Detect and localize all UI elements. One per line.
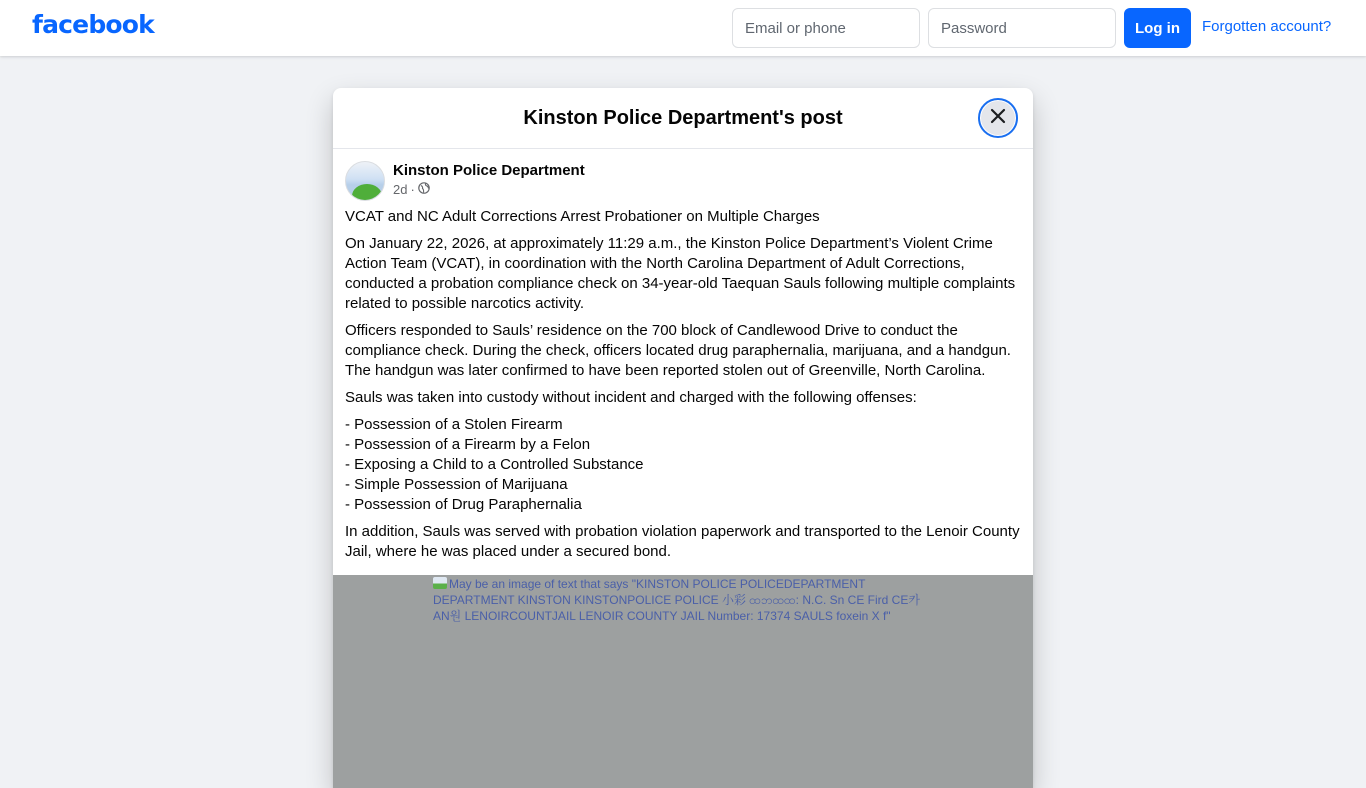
post-paragraph: Sauls was taken into custody without incident and charged with the following offenses: xyxy=(345,389,917,406)
list-item: - Exposing a Child to a Controlled Substance xyxy=(345,456,644,473)
broken-image-icon xyxy=(433,577,447,589)
password-field[interactable] xyxy=(928,8,1116,48)
forgotten-account-link[interactable]: Forgotten account? xyxy=(1202,18,1332,35)
top-navigation-bar xyxy=(0,0,1366,56)
login-button[interactable]: Log in xyxy=(1124,8,1191,48)
close-button[interactable] xyxy=(978,98,1018,138)
list-item: - Simple Possession of Marijuana xyxy=(345,476,568,493)
avatar-placeholder-image xyxy=(352,184,382,201)
facebook-logo[interactable]: facebook xyxy=(32,10,154,39)
list-item: - Possession of Drug Paraphernalia xyxy=(345,496,582,513)
dialog-title: Kinston Police Department's post xyxy=(523,106,843,129)
close-icon xyxy=(988,106,1008,131)
globe-icon xyxy=(418,182,430,197)
post-paragraph: In addition, Sauls was served with probation violation paperwork and transported to the Lenoir County Jail, where he was placed under a secured bond. xyxy=(345,523,1020,560)
post-time[interactable]: 2d xyxy=(393,182,408,197)
list-item: - Possession of a Stolen Firearm xyxy=(345,416,563,433)
post-meta xyxy=(393,182,430,197)
post-paragraph: Officers responded to Sauls’ residence on the 700 block of Candlewood Drive to conduct the compliance check. During the check, officers located drug paraphernalia, marijuana, and a handgun. The handgun was later confirmed to have been reported stolen out of Greenville, North Carolina. xyxy=(345,322,1011,379)
dialog-header xyxy=(333,88,1033,149)
image-alt-label: May be an image of text that says "KINSTON POLICE POLICEDEPARTMENT DEPARTMENT KINSTON KINSTONPOLICE POLICE 小彩 ထဘထထ: N.C. Sn CE Fird CE카AN원 LENOIRCOUNTJAIL LENOIR COUNTY JAIL Number: 17374 SAULS foxein X f" xyxy=(433,577,920,623)
post-image[interactable] xyxy=(333,575,1033,788)
meta-separator: · xyxy=(410,182,415,197)
charges-list xyxy=(345,415,1021,515)
email-field[interactable] xyxy=(732,8,920,48)
post-text xyxy=(345,207,1021,569)
avatar[interactable] xyxy=(345,161,385,201)
post-author[interactable]: Kinston Police Department xyxy=(393,162,585,179)
image-alt-text[interactable] xyxy=(433,576,933,624)
post-paragraph: On January 22, 2026, at approximately 11:29 a.m., the Kinston Police Department’s Violent Crime Action Team (VCAT), in coordination with the North Carolina Department of Adult Corrections, conducted a probation compliance check on 34-year-old Taequan Sauls following multiple complaints related to possible narcotics activity. xyxy=(345,235,1016,312)
list-item: - Possession of a Firearm by a Felon xyxy=(345,436,591,453)
post-headline: VCAT and NC Adult Corrections Arrest Probationer on Multiple Charges xyxy=(345,208,820,225)
post-dialog xyxy=(333,88,1033,788)
post-header xyxy=(345,161,1021,201)
